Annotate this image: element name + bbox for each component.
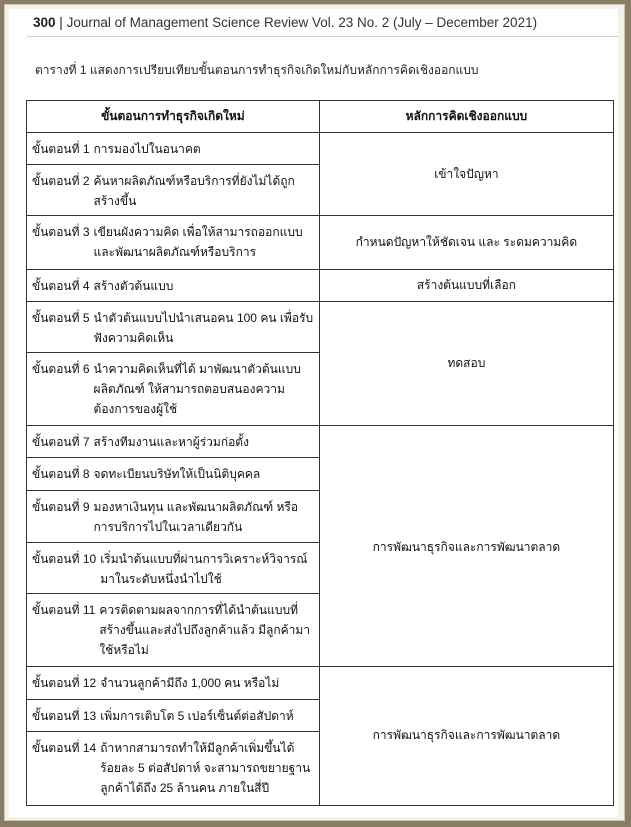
- step-cell: [27, 426, 320, 458]
- principle-cell: เข้าใจปัญหา: [319, 133, 613, 216]
- step-text: นำตัวต้นแบบไปนำเสนอคน 100 คน เพื่อรับฟังความคิดเห็น: [93, 311, 314, 346]
- step-cell: [27, 699, 320, 731]
- step-label: ขั้นตอนที่ 14: [32, 740, 97, 755]
- step-cell: [27, 593, 320, 666]
- principle-cell: กำหนดปัญหาให้ชัดเจน และ ระดมความคิด: [319, 216, 613, 270]
- step-label: ขั้นตอนที่ 4: [32, 279, 90, 294]
- header-rule: [27, 36, 618, 37]
- step-text: ค้นหาผลิตภัณฑ์หรือบริการที่ยังไม่ได้ถูกสร้างขึ้น: [93, 174, 295, 209]
- column-header-principles: หลักการคิดเชิงออกแบบ: [319, 101, 613, 133]
- step-cell: [27, 731, 320, 805]
- principle-cell: การพัฒนาธุรกิจและการพัฒนาตลาด: [319, 426, 613, 666]
- step-text: จำนวนลูกค้ามีถึง 1,000 คน หรือไม่: [100, 675, 280, 690]
- step-text: สร้างตัวต้นแบบ: [93, 279, 174, 294]
- step-label: ขั้นตอนที่ 5: [32, 311, 90, 326]
- step-text: ควรติดตามผลจากการที่ได้นำต้นแบบที่สร้างขึ้นและส่งไปถึงลูกค้าแล้ว มีลูกค้ามาใช้หรือไม่: [99, 602, 311, 657]
- step-label: ขั้นตอนที่ 1: [32, 142, 90, 157]
- table-caption: ตารางที่ 1 แสดงการเปรียบเทียบขั้นตอนการทำธุรกิจเกิดใหม่กับหลักการคิดเชิงออกแบบ: [35, 63, 479, 77]
- step-label: ขั้นตอนที่ 13: [32, 708, 97, 723]
- step-label: ขั้นตอนที่ 12: [32, 675, 97, 690]
- step-cell: [27, 491, 320, 542]
- table-row: [27, 270, 614, 302]
- journal-title: Journal of Management Science Review Vol. 23 No. 2 (July – December 2021): [66, 15, 538, 30]
- step-label: ขั้นตอนที่ 6: [32, 362, 90, 377]
- step-cell: [27, 666, 320, 699]
- step-cell: [27, 133, 320, 165]
- step-text: เริ่มนำต้นแบบที่ผ่านการวิเคราะห์วิจารณ์มาในระดับหนึ่งนำไปใช้: [100, 551, 308, 586]
- step-cell: [27, 270, 320, 302]
- table-row: [27, 216, 614, 270]
- step-label: ขั้นตอนที่ 7: [32, 435, 90, 450]
- running-header: [33, 15, 618, 30]
- table-row: [27, 302, 614, 353]
- step-text: การมองไปในอนาคต: [93, 142, 201, 157]
- step-cell: [27, 165, 320, 216]
- step-cell: [27, 353, 320, 426]
- step-text: สร้างทีมงานและหาผู้ร่วมก่อตั้ง: [93, 435, 249, 450]
- step-text: นำความคิดเห็นที่ได้ มาพัฒนาตัวต้นแบบผลิตภัณฑ์ ให้สามารถตอบสนองความต้องการของผู้ใช้: [93, 362, 301, 417]
- step-label: ขั้นตอนที่ 10: [32, 551, 97, 566]
- header-separator: |: [59, 15, 63, 30]
- table-row: [27, 133, 614, 165]
- step-label: ขั้นตอนที่ 3: [32, 225, 90, 240]
- page-number: 300: [33, 15, 56, 30]
- step-cell: [27, 216, 320, 270]
- step-text: เพิ่มการเติบโต 5 เปอร์เซ็นต์ต่อสัปดาห์: [100, 708, 294, 723]
- table-row: [27, 666, 614, 699]
- principle-cell: ทดสอบ: [319, 302, 613, 426]
- step-label: ขั้นตอนที่ 8: [32, 467, 90, 482]
- step-text: ถ้าหากสามารถทำให้มีลูกค้าเพิ่มขึ้นได้ร้อยละ 5 ต่อสัปดาห์ จะสามารถขยายฐานลูกค้าได้ถึง 25 ล้านคน ภายในสี่ปี: [100, 740, 311, 795]
- document-page: [9, 9, 618, 817]
- step-label: ขั้นตอนที่ 2: [32, 174, 90, 189]
- table-header-row: [27, 101, 614, 133]
- principle-cell: การพัฒนาธุรกิจและการพัฒนาตลาด: [319, 666, 613, 805]
- table-row: [27, 426, 614, 458]
- column-header-steps: ขั้นตอนการทำธุรกิจเกิดใหม่: [27, 101, 320, 133]
- principle-cell: สร้างต้นแบบที่เลือก: [319, 270, 613, 302]
- step-text: เขียนผังความคิด เพื่อให้สามารถออกแบบและพัฒนาผลิตภัณฑ์หรือบริการ: [93, 225, 303, 260]
- step-cell: [27, 458, 320, 491]
- step-text: มองหาเงินทุน และพัฒนาผลิตภัณฑ์ หรือการบริการไปในเวลาเดียวกัน: [93, 500, 299, 535]
- step-text: จดทะเบียนบริษัทให้เป็นนิติบุคคล: [93, 467, 261, 482]
- step-cell: [27, 542, 320, 593]
- comparison-table: [26, 100, 614, 806]
- step-cell: [27, 302, 320, 353]
- step-label: ขั้นตอนที่ 11: [32, 602, 96, 617]
- step-label: ขั้นตอนที่ 9: [32, 500, 90, 515]
